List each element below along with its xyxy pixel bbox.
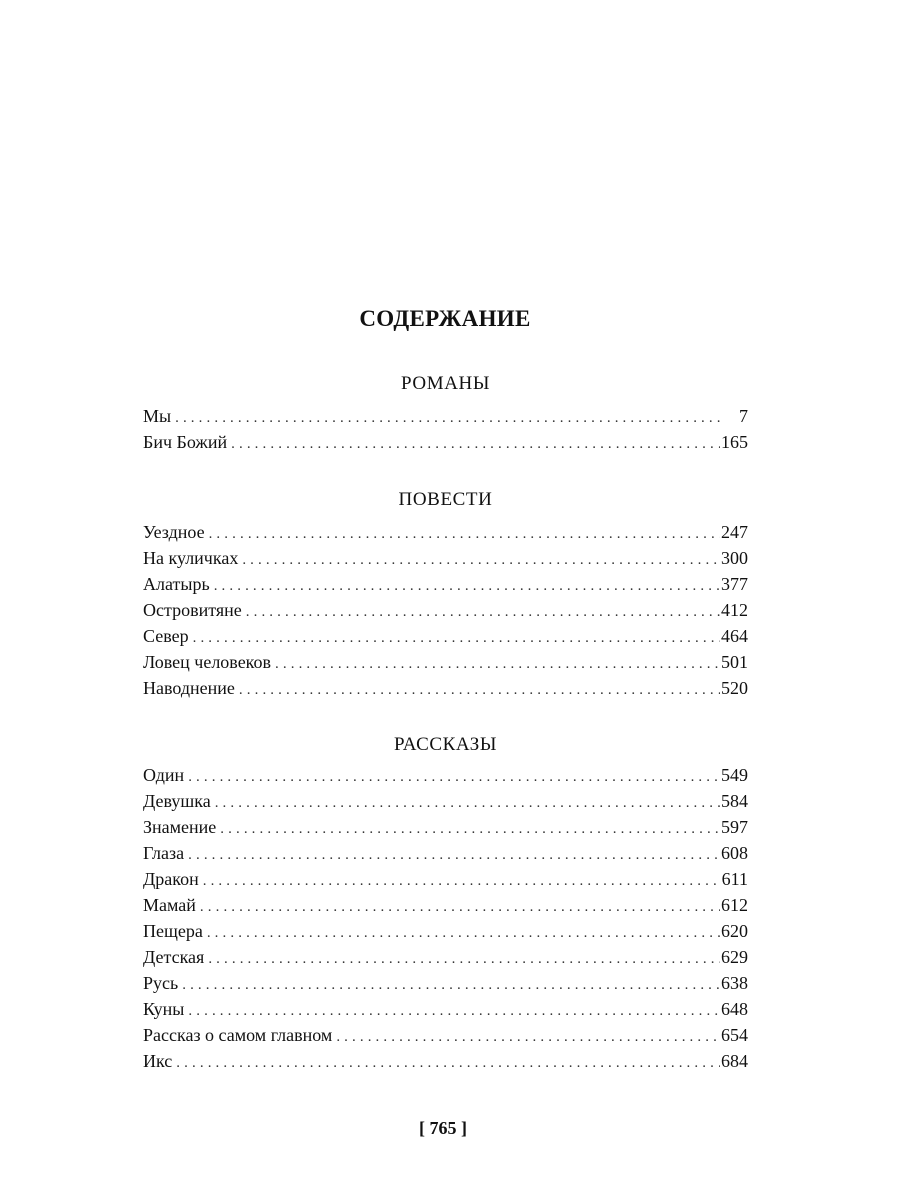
entry-title: Глаза [143, 843, 185, 863]
entry-title: Русь [143, 973, 179, 993]
entry-title: Пещера [143, 921, 203, 941]
entry-title: Дракон [143, 869, 199, 889]
entry-title: Алатырь [143, 574, 210, 594]
dot-leader [175, 405, 721, 431]
entry-title: Куны [143, 999, 185, 1019]
section-heading: ПОВЕСТИ [398, 489, 493, 510]
entry-page-number: 7 [739, 406, 748, 426]
toc-section-novellas [143, 487, 748, 701]
entry-title: Север [143, 626, 189, 646]
dot-leader [239, 677, 720, 703]
entry-page-number: 377 [721, 574, 748, 594]
dot-leader [242, 547, 720, 573]
dot-leader [200, 894, 720, 920]
entry-title: Детская [143, 947, 205, 967]
toc-entry [143, 788, 748, 814]
entry-page-number: 464 [721, 626, 748, 646]
dot-leader [207, 920, 720, 946]
section-heading: РОМАНЫ [400, 373, 491, 394]
toc-entry [143, 403, 748, 429]
entry-page-number: 584 [721, 791, 748, 811]
entry-page-number: 620 [721, 921, 748, 941]
entry-title: Островитяне [143, 600, 242, 620]
entry-page-number: 520 [721, 678, 748, 698]
entry-page-number: 648 [721, 999, 748, 1019]
entry-page-number: 608 [721, 843, 748, 863]
toc-entry [143, 649, 748, 675]
section-heading: РАССКАЗЫ [393, 734, 498, 755]
entry-title: Бич Божий [143, 432, 228, 452]
entry-title: Один [143, 765, 185, 785]
toc-section-novels [143, 371, 748, 455]
dot-leader [246, 599, 720, 625]
dot-leader [193, 625, 720, 651]
entry-page-number: 300 [721, 548, 748, 568]
entry-page-number: 597 [721, 817, 748, 837]
toc-entry [143, 675, 748, 701]
toc-entry [143, 892, 748, 918]
dot-leader [203, 868, 721, 894]
dot-leader [275, 651, 720, 677]
dot-leader [208, 946, 720, 972]
toc-entry [143, 918, 748, 944]
entry-title: Наводнение [143, 678, 235, 698]
entry-title: Мы [143, 406, 172, 426]
entry-title: Знамение [143, 817, 217, 837]
toc-section-stories [143, 732, 748, 1074]
toc-entry [143, 1048, 748, 1074]
toc-entry [143, 1022, 748, 1048]
entry-title: На куличках [143, 548, 239, 568]
entry-page-number: 638 [721, 973, 748, 993]
toc-entry [143, 840, 748, 866]
dot-leader [188, 764, 720, 790]
page-title: СОДЕРЖАНИЕ [359, 306, 531, 331]
dot-leader [214, 573, 720, 599]
dot-leader [188, 842, 720, 868]
dot-leader [231, 431, 720, 457]
dot-leader [215, 790, 720, 816]
toc-entry [143, 519, 748, 545]
toc-entry [143, 623, 748, 649]
entry-title: Икс [143, 1051, 173, 1071]
entry-title: Уездное [143, 522, 205, 542]
dot-leader [182, 972, 720, 998]
dot-leader [209, 521, 720, 547]
page-number-folio: [ 765 ] [419, 1118, 467, 1138]
entry-page-number: 611 [721, 869, 748, 889]
entry-page-number: 247 [721, 522, 748, 542]
toc-entry [143, 944, 748, 970]
dot-leader [188, 998, 720, 1024]
toc-entry [143, 597, 748, 623]
dot-leader [336, 1024, 720, 1050]
toc-entry [143, 866, 748, 892]
entry-page-number: 165 [721, 432, 748, 452]
toc-entry [143, 571, 748, 597]
toc-entry [143, 814, 748, 840]
toc-entry [143, 996, 748, 1022]
toc-entry [143, 970, 748, 996]
toc-entry [143, 545, 748, 571]
entry-page-number: 629 [721, 947, 748, 967]
entry-title: Ловец человеков [143, 652, 272, 672]
entry-page-number: 412 [721, 600, 748, 620]
toc-entry [143, 762, 748, 788]
toc-entry [143, 429, 748, 455]
entry-page-number: 549 [721, 765, 748, 785]
dot-leader [176, 1050, 720, 1076]
entry-page-number: 501 [721, 652, 748, 672]
dot-leader [220, 816, 720, 842]
entry-title: Мамай [143, 895, 196, 915]
entry-page-number: 684 [721, 1051, 748, 1071]
entry-title: Девушка [143, 791, 211, 811]
entry-title: Рассказ о самом главном [143, 1025, 333, 1045]
entry-page-number: 654 [721, 1025, 748, 1045]
entry-page-number: 612 [721, 895, 748, 915]
